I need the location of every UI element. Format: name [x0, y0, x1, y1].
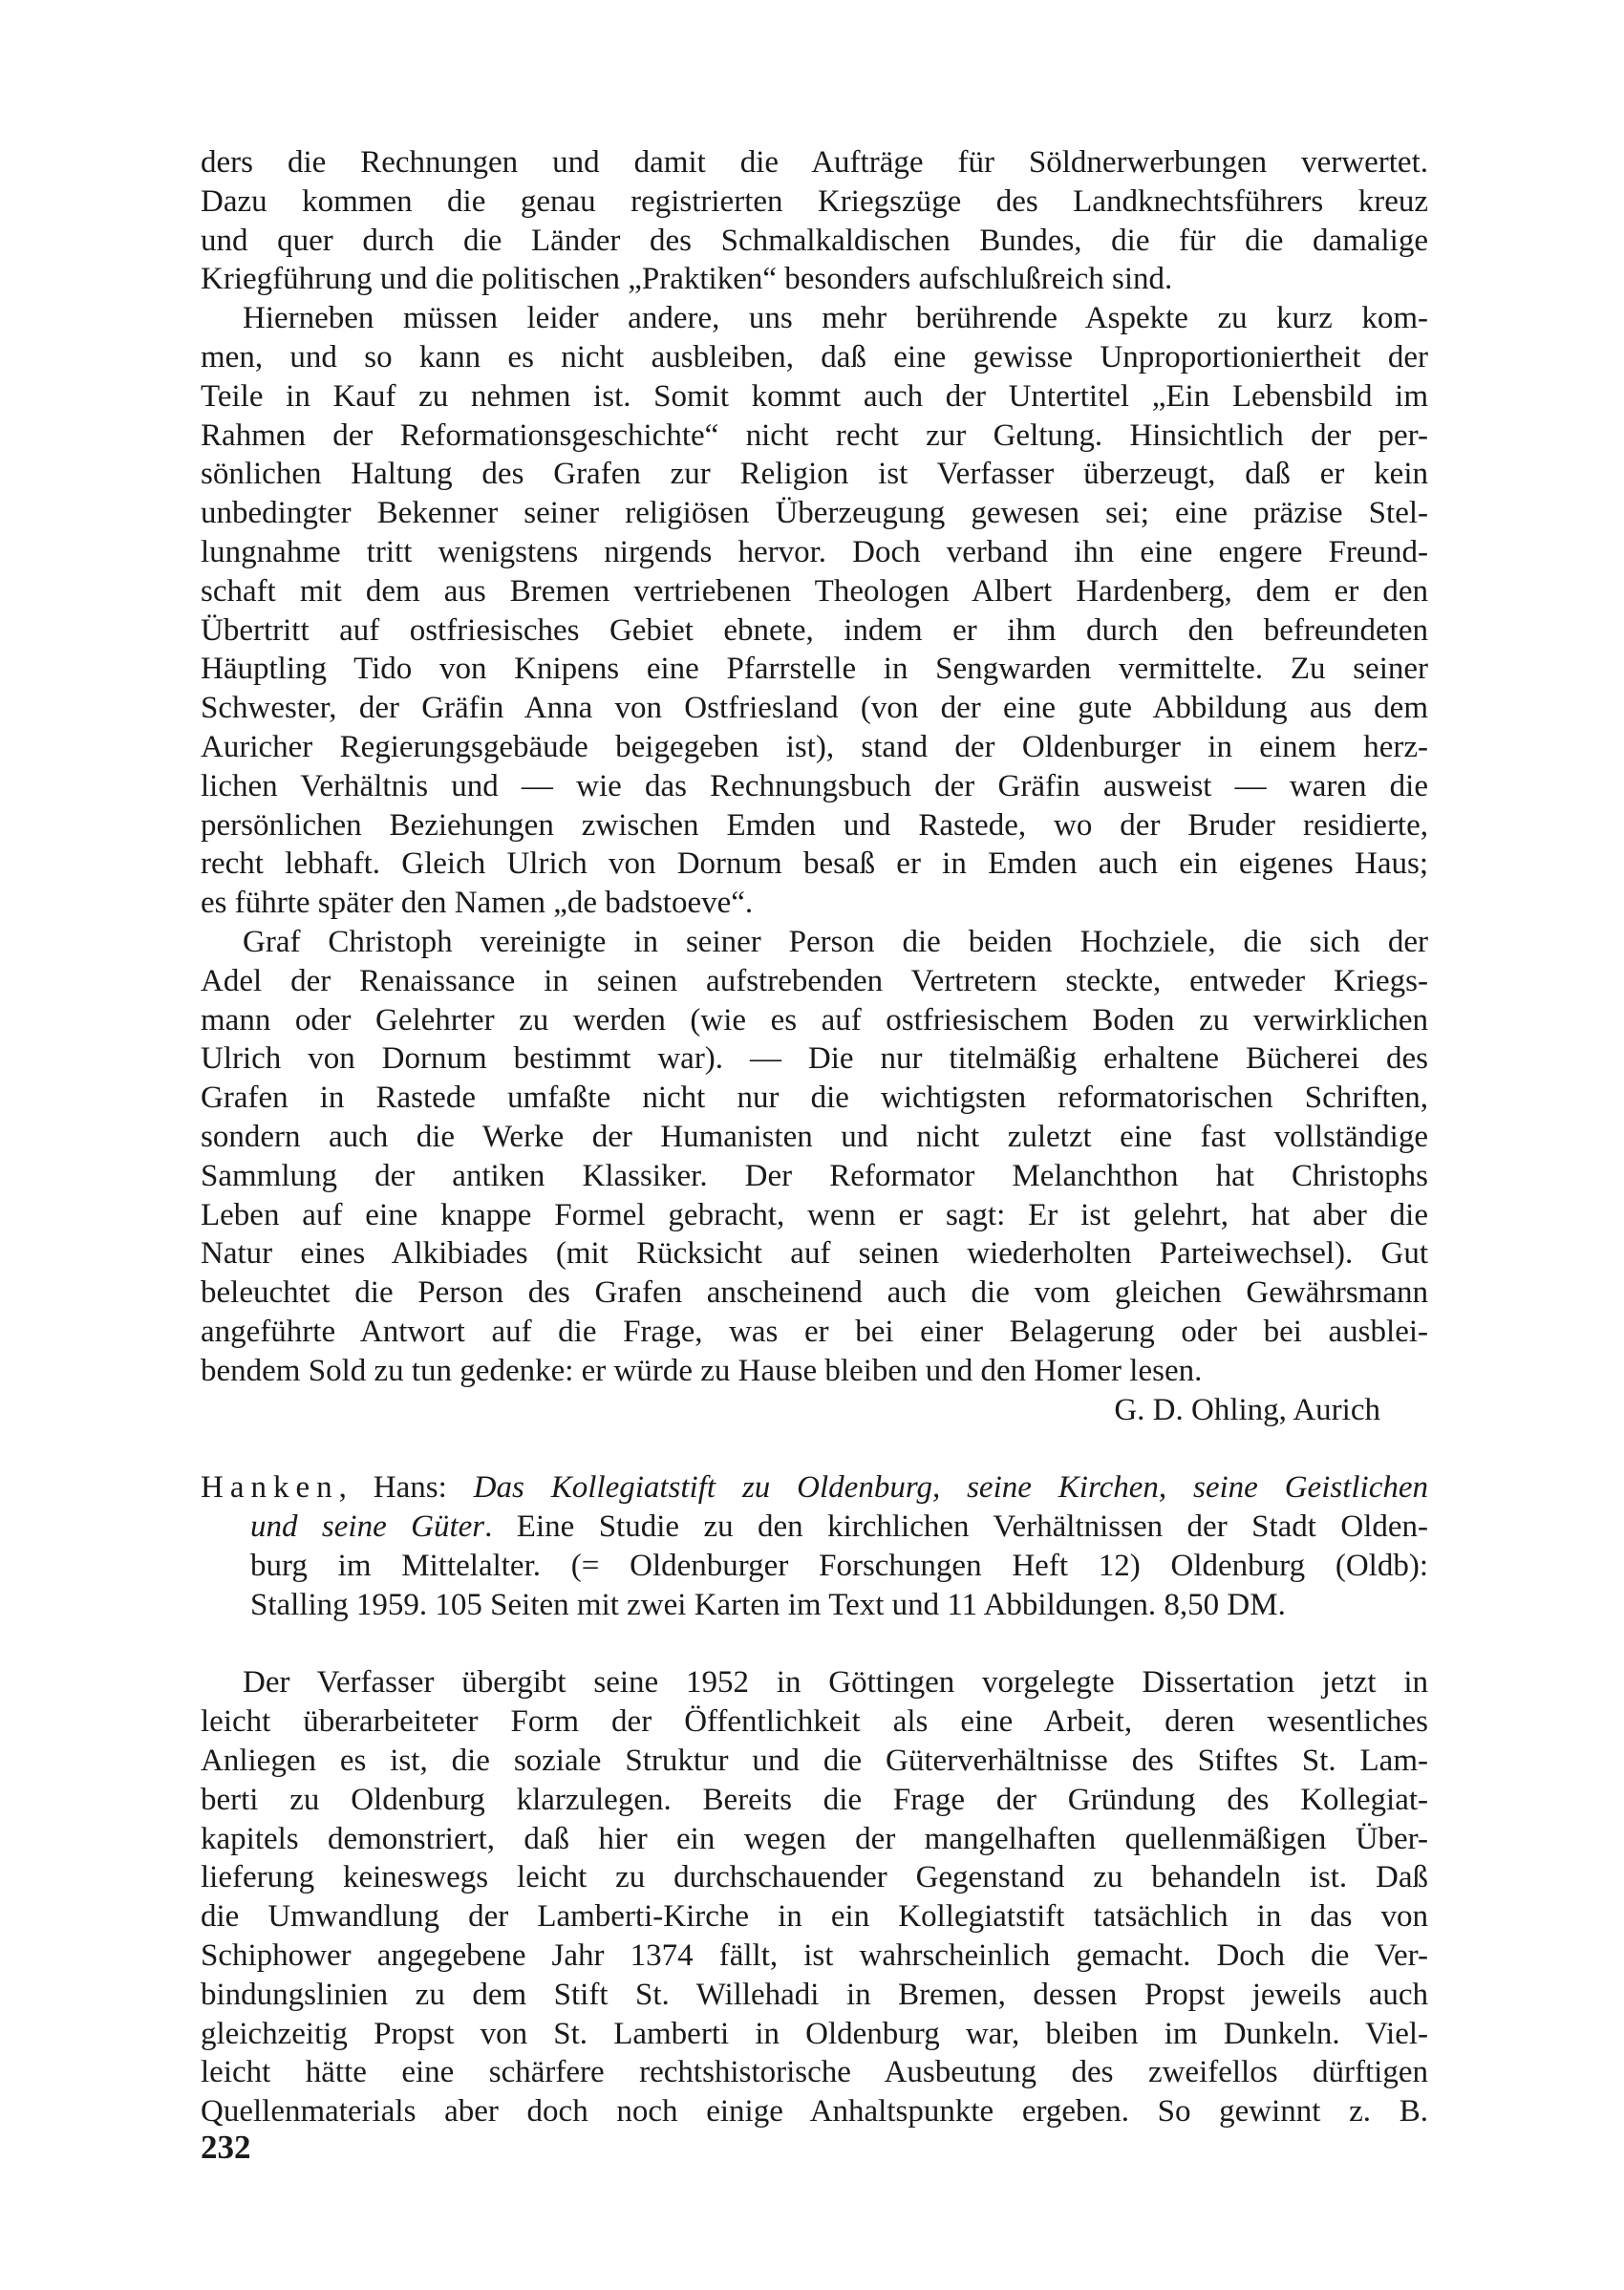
review-text-new [201, 1663, 1428, 2131]
text-line: Grafen in Rastede umfaßte nicht nur die wichtigsten reformatorischen Schriften, [201, 1081, 1428, 1116]
text-line: Adel der Renaissance in seinen aufstrebenden Vertretern steckte, entweder Kriegs- [201, 963, 1428, 998]
author-rest: , Hans: [338, 1470, 474, 1506]
text-line: Anliegen es ist, die soziale Struktur und die Güterverhältnisse des Stiftes St. Lam- [201, 1744, 1428, 1779]
text-line: leicht überarbeiteter Form der Öffentlichkeit als eine Arbeit, deren wesentliches [201, 1704, 1428, 1740]
text-line: Schiphower angegebene Jahr 1374 fällt, ist wahrscheinlich gemacht. Doch die Ver- [201, 1938, 1428, 1974]
text-line: leicht hätte eine schärfere rechtshistorische Ausbeutung des zweifellos dürftigen [201, 2055, 1428, 2090]
text-line: sönlichen Haltung des Grafen zur Religion ist Verfasser überzeugt, daß er kein [201, 457, 1428, 492]
text-line: men, und so kann es nicht ausbleiben, daß eine gewisse Unproportioniertheit der [201, 339, 1428, 375]
text-line: ders die Rechnungen und damit die Aufträge für Söldnerwerbungen verwertet. [201, 145, 1428, 180]
text-line: schaft mit dem aus Bremen vertriebenen Theologen Albert Hardenberg, dem er den [201, 573, 1428, 609]
text-line: beleuchtet die Person des Grafen anscheinend auch die vom gleichen Gewährsmann [201, 1275, 1428, 1311]
text-line: lungnahme tritt wenigstens nirgends hervor. Doch verband ihn eine engere Freund- [201, 534, 1428, 569]
paragraph [201, 923, 1428, 1391]
text-line: bendem Sold zu tun gedenke: er würde zu Hause bleiben und den Homer lesen. [201, 1353, 1203, 1388]
text-line: Rahmen der Reformationsgeschichte“ nicht recht zur Geltung. Hinsichtlich der per- [201, 417, 1428, 453]
text-line: und quer durch die Länder des Schmalkaldischen Bundes, die für die damalige [201, 223, 1428, 258]
text-line: es führte später den Namen „de badstoeve“. [201, 886, 754, 921]
paragraph [201, 299, 1428, 923]
bib-line-4: Stalling 1959. 105 Seiten mit zwei Karten im Text und 11 Abbildungen. 8,50 DM. [250, 1587, 1286, 1622]
text-line: kapitels demonstriert, daß hier ein wegen der mangelhaften quellenmäßigen Über- [201, 1821, 1428, 1856]
text-line: Auricher Regierungsgebäude beigegeben ist), stand der Oldenburger in einem herz- [201, 729, 1428, 764]
section-spacer [201, 1624, 1428, 1663]
text-line: unbedingter Bekenner seiner religiösen Überzeugung gewesen sei; eine präzise Stel- [201, 496, 1428, 531]
reviewer-signature: G. D. Ohling, Aurich [1114, 1392, 1380, 1427]
text-line: berti zu Oldenburg klarzulegen. Bereits die Frage der Gründung des Kollegiat- [201, 1782, 1428, 1817]
text-line: angeführte Antwort auf die Frage, was er bei einer Belagerung oder bei ausblei- [201, 1314, 1428, 1349]
text-line: Der Verfasser übergibt seine 1952 in Göttingen vorgelegte Dissertation jetzt in [243, 1665, 1428, 1701]
text-line: Teile in Kauf zu nehmen ist. Somit kommt auch der Untertitel „Ein Lebensbild im [201, 378, 1428, 414]
page-number: 232 [201, 2129, 251, 2166]
text-line: Übertritt auf ostfriesisches Gebiet ebnete, indem er ihm durch den befreundeten [201, 612, 1428, 648]
text-line: bindungslinien zu dem Stift St. Willehadi in Bremen, dessen Propst jeweils auch [201, 1977, 1428, 2012]
text-line: Sammlung der antiken Klassiker. Der Reformator Melanchthon hat Christophs [201, 1158, 1428, 1193]
bibliographic-entry [201, 1468, 1428, 1624]
book-title-part2: und seine Güter [250, 1509, 485, 1545]
section-spacer [201, 1429, 1428, 1468]
text-line: Graf Christoph vereinigte in seiner Person die beiden Hochziele, die sich der [243, 924, 1428, 959]
text-line: Ulrich von Dornum bestimmt war). — Die nur titelmäßig erhaltene Bücherei des [201, 1041, 1428, 1077]
text-line: lieferung keineswegs leicht zu durchschauender Gegenstand zu behandeln ist. Daß [201, 1860, 1428, 1895]
review-text-continued [201, 143, 1428, 1391]
text-line: Quellenmaterials aber doch noch einige Anhaltspunkte ergeben. So gewinnt z. B. [201, 2094, 1428, 2129]
text-line: Kriegführung und die politischen „Praktiken“ besonders aufschlußreich sind. [201, 262, 1173, 297]
text-line: gleichzeitig Propst von St. Lamberti in Oldenburg war, bleiben im Dunkeln. Viel- [201, 2016, 1428, 2051]
text-line: Natur eines Alkibiades (mit Rücksicht auf seinen wiederholten Parteiwechsel). Gut [201, 1236, 1428, 1272]
text-line: mann oder Gelehrter zu werden (wie es auf ostfriesischem Boden zu verwirklichen [201, 1002, 1428, 1038]
author-surname: Hanken [201, 1470, 339, 1506]
bib-line-2 [201, 1508, 1428, 1547]
text-line: sondern auch die Werke der Humanisten und nicht zuletzt eine fast vollständige [201, 1119, 1428, 1154]
text-line: Hierneben müssen leider andere, uns mehr berührende Aspekte zu kurz kom- [243, 301, 1428, 336]
book-title-part1: Das Kollegiatstift zu Oldenburg, seine Kirchen, seine Geistlichen [473, 1470, 1428, 1506]
text-line: die Umwandlung der Lamberti-Kirche in ein Kollegiatstift tatsächlich in das von [201, 1899, 1428, 1935]
text-line: Leben auf eine knappe Formel gebracht, wenn er sagt: Er ist gelehrt, hat aber die [201, 1197, 1428, 1232]
bib-line-3: burg im Mittelalter. (= Oldenburger Forschungen Heft 12) Oldenburg (Oldb): [250, 1548, 1428, 1583]
text-line: persönlichen Beziehungen zwischen Emden und Rastede, wo der Bruder residierte, [201, 807, 1428, 843]
text-line: recht lebhaft. Gleich Ulrich von Dornum besaß er in Emden auch ein eigenes Haus; [201, 846, 1428, 882]
bib-line-2-rest: . Eine Studie zu den kirchlichen Verhältnissen der Stadt Olden- [484, 1509, 1428, 1545]
text-line: Häuptling Tido von Knipens eine Pfarrstelle in Sengwarden vermittelte. Zu seiner [201, 652, 1428, 687]
page-body [201, 143, 1428, 2131]
text-line: Dazu kommen die genau registrierten Kriegszüge des Landknechtsführers kreuz [201, 183, 1428, 219]
paragraph [201, 143, 1428, 299]
text-line: lichen Verhältnis und — wie das Rechnungsbuch der Gräfin ausweist — waren die [201, 768, 1428, 803]
bib-line-1 [201, 1468, 1428, 1508]
text-line: Schwester, der Gräfin Anna von Ostfriesland (von der eine gute Abbildung aus dem [201, 691, 1428, 726]
